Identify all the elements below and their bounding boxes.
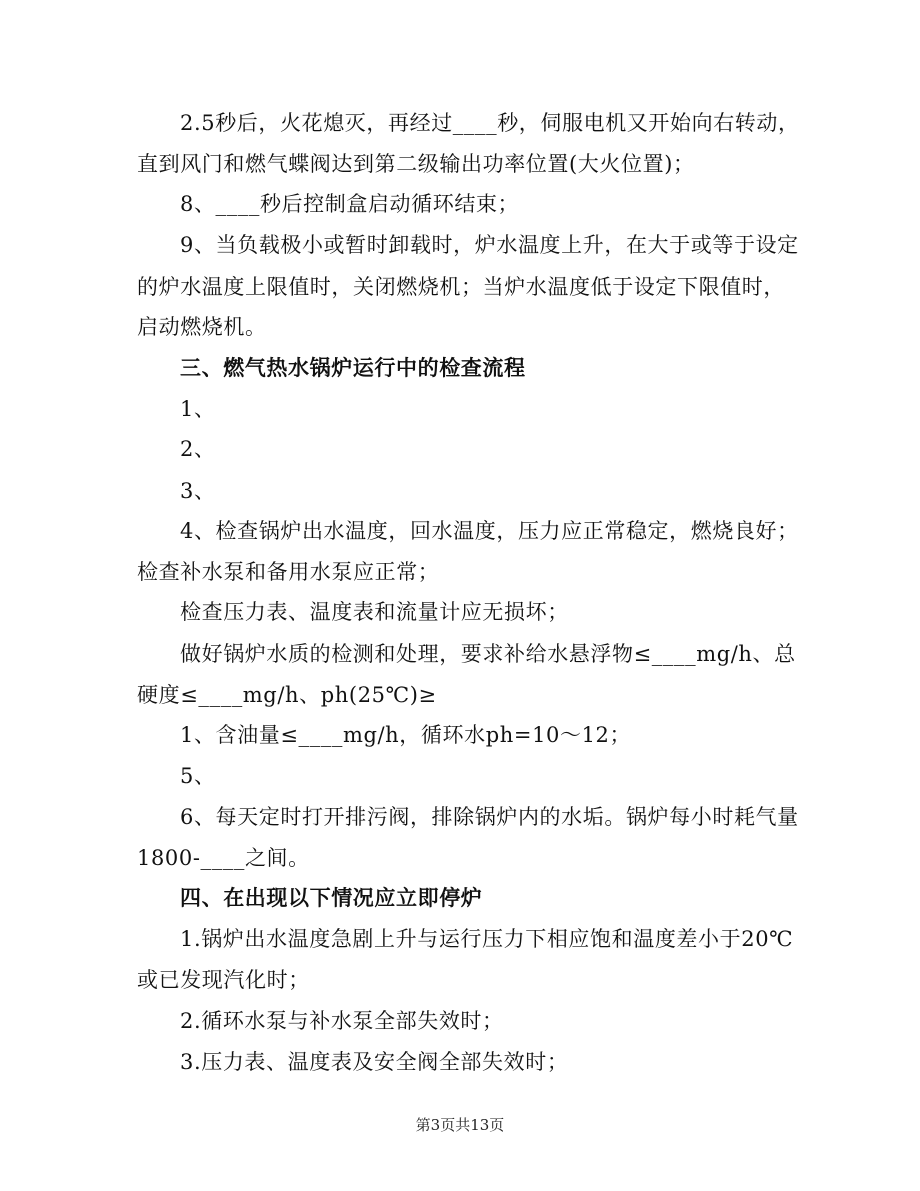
paragraph-line: 检查补水泵和备用水泵应正常；	[137, 560, 440, 584]
paragraph-line: 1、含油量≤____mg/h，循环水ph=10～12；	[180, 723, 632, 747]
paragraph-line: 9、当负载极小或暂时卸载时，炉水温度上升，在大于或等于设定	[180, 233, 799, 257]
section-heading: 四、在出现以下情况应立即停炉	[180, 885, 483, 910]
paragraph-line: 8、____秒后控制盒启动循环结束；	[180, 192, 520, 216]
paragraph-line: 直到风门和燃气蝶阀达到第二级输出功率位置(大火位置)；	[137, 152, 695, 176]
paragraph-line: 硬度≤____mg/h、ph(25℃)≥	[137, 683, 437, 707]
section-heading: 三、燃气热水锅炉运行中的检查流程	[180, 355, 526, 380]
list-item: 1、	[180, 397, 216, 421]
paragraph-line: 2.5秒后，火花熄灭，再经过____秒，伺服电机又开始向右转动，	[180, 111, 800, 135]
paragraph-line: 检查压力表、温度表和流量计应无损坏；	[180, 600, 569, 624]
page-number-footer: 第3页共13页	[415, 1116, 505, 1134]
paragraph-line: 的炉水温度上限值时，关闭燃烧机；当炉水温度低于设定下限值时，	[137, 275, 785, 299]
paragraph-line: 启动燃烧机。	[137, 315, 267, 339]
list-item: 5、	[180, 764, 216, 788]
paragraph-line: 4、检查锅炉出水温度，回水温度，压力应正常稳定，燃烧良好；	[180, 519, 799, 543]
paragraph-line: 1.锅炉出水温度急剧上升与运行压力下相应饱和温度差小于20℃	[180, 927, 794, 951]
paragraph-line: 6、每天定时打开排污阀，排除锅炉内的水垢。锅炉每小时耗气量	[180, 805, 799, 829]
paragraph-line: 1800-____之间。	[137, 846, 310, 870]
paragraph-line: 2.循环水泵与补水泵全部失效时；	[180, 1009, 504, 1033]
paragraph-line: 3.压力表、温度表及安全阀全部失效时；	[180, 1050, 569, 1074]
paragraph-line: 做好锅炉水质的检测和处理，要求补给水悬浮物≤____mg/h、总	[180, 642, 796, 666]
list-item: 3、	[180, 479, 216, 503]
list-item: 2、	[180, 437, 216, 461]
paragraph-line: 或已发现汽化时；	[137, 968, 310, 992]
